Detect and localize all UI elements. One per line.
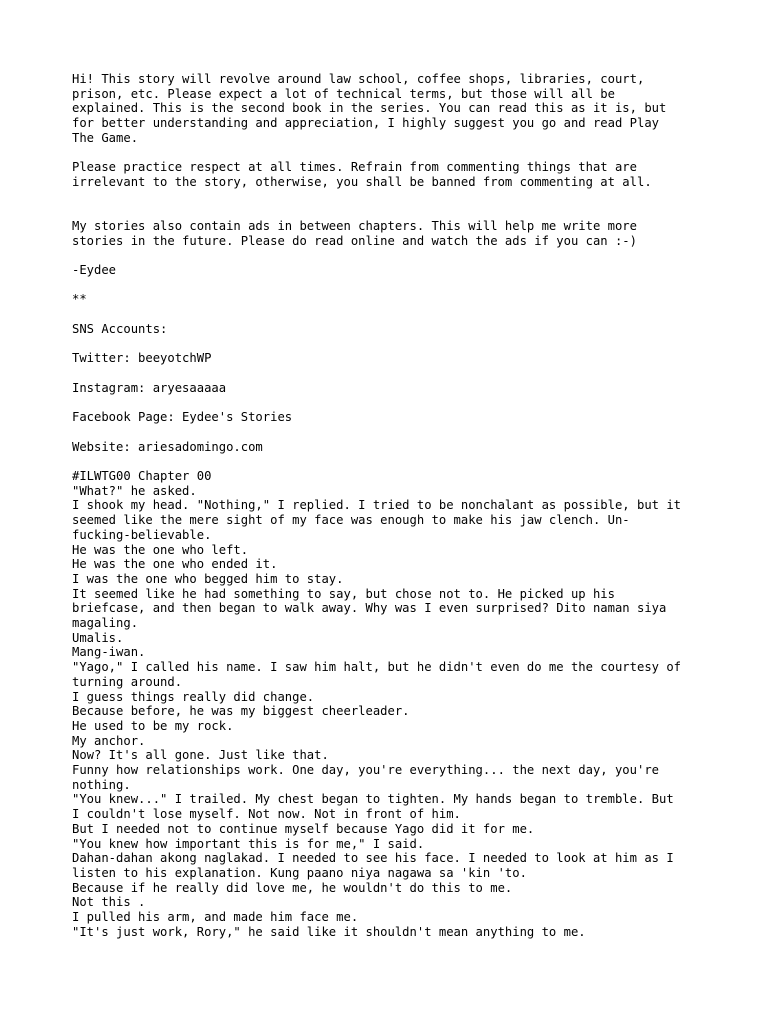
author-signature: -Eydee — [72, 263, 117, 277]
twitter-line: Twitter: beeyotchWP — [72, 351, 212, 365]
sns-heading: SNS Accounts: — [72, 322, 168, 336]
instagram-line: Instagram: aryesaaaaa — [72, 381, 227, 395]
website-line: Website: ariesadomingo.com — [72, 440, 263, 454]
facebook-line: Facebook Page: Eydee's Stories — [72, 410, 293, 424]
ads-paragraph: My stories also contain ads in between chapters. This will help me write more stories in the future. Please do read online and watch the ads if you can :-) — [72, 219, 637, 248]
intro-paragraph: Hi! This story will revolve around law school, coffee shops, libraries, court, prison, etc. Please expect a lot of technical terms, but those will all be explained. This is the second book in the series. You can read this as it is, but for better understanding and appreciation, I highly suggest you go and read Play The Game. — [72, 72, 667, 145]
respect-paragraph: Please practice respect at all times. Refrain from commenting things that are irrelevant to the story, otherwise, you shall be banned from commenting at all. — [72, 160, 652, 189]
chapter-text: #ILWTG00 Chapter 00 "What?" he asked. I shook my head. "Nothing," I replied. I tried to be nonchalant as possible, but it seemed like the mere sight of my face was enough to make his jaw clench. Un- fucking-believable. He was the one who left. He was the one who ended it. I was the one who begged him to stay. It seemed like he had something to say, but chose not to. He picked up his briefcase, and then began to walk away. Why was I even surprised? Dito naman siya magaling. Umalis. Mang-iwan. "Yago," I called his name. I saw him halt, but he didn't even do me the courtesy of turning around. I guess things really did change. Because before, he was my biggest cheerleader. He used to be my rock. My anchor. Now? It's all gone. Just like that. Funny how relationships work. One day, you're everything... the next day, you're nothing. "You knew..." I trailed. My chest began to tighten. My hands began to tremble. But I couldn't lose myself. Not now. Not in front of him. But I needed not to continue myself because Yago did it for me. "You knew how important this is for me," I said. Dahan-dahan akong naglakad. I needed to see his face. I needed to look at him as I listen to his explanation. Kung paano niya nagawa sa 'kin 'to. Because if he really did love me, he wouldn't do this to me. Not this . I pulled his arm, and made him face me. "It's just work, Rory," he said like it shouldn't mean anything to me. — [72, 469, 682, 939]
section-separator: ** — [72, 292, 87, 306]
